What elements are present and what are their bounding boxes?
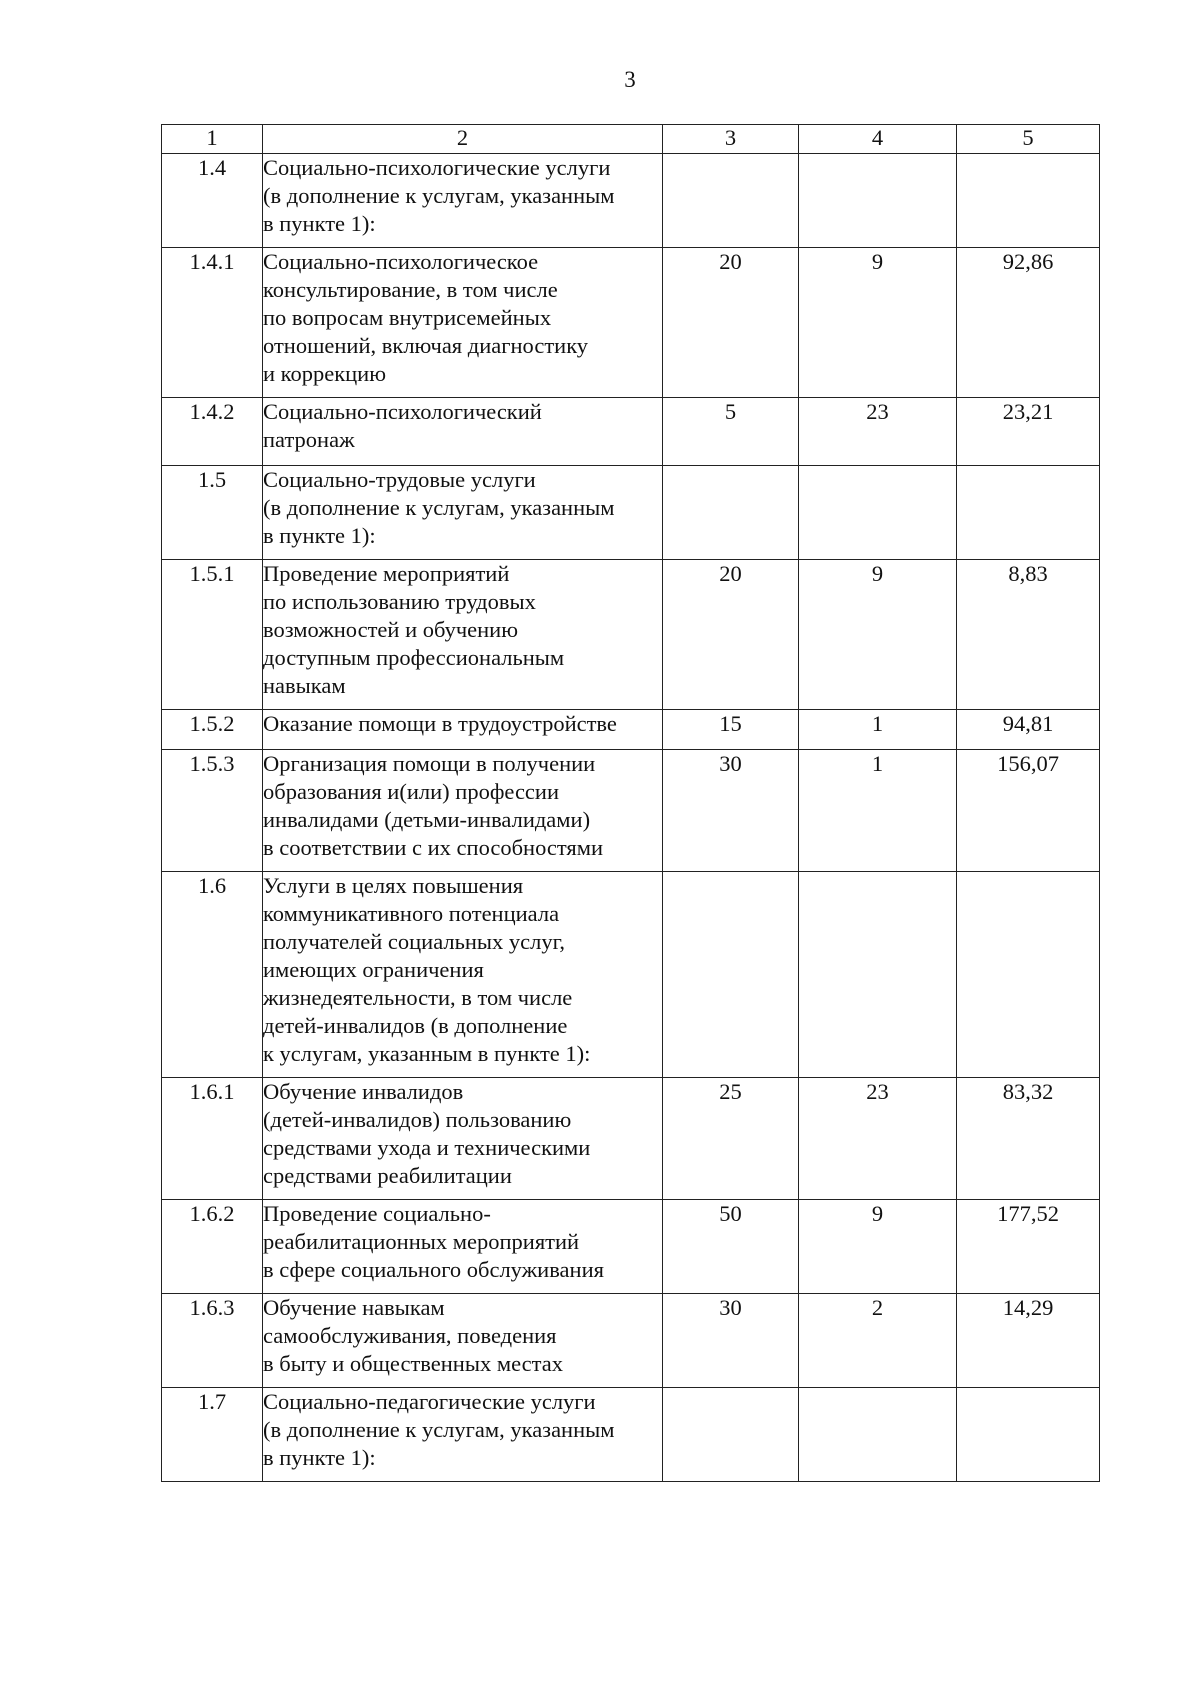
- value-col-4: 2: [799, 1294, 957, 1388]
- value-col-5: 23,21: [957, 398, 1100, 466]
- table-row: [162, 248, 1100, 398]
- value-col-5: [957, 466, 1100, 560]
- service-name: Социально-психологический патронаж: [263, 398, 663, 466]
- value-col-4: 1: [799, 710, 957, 750]
- row-number: 1.5.2: [162, 710, 263, 750]
- value-col-3: 30: [663, 750, 799, 872]
- row-number: 1.4.2: [162, 398, 263, 466]
- table-row: [162, 154, 1100, 248]
- row-number: 1.4: [162, 154, 263, 248]
- value-col-3: 15: [663, 710, 799, 750]
- row-number: 1.6.2: [162, 1200, 263, 1294]
- service-name: Социально-педагогические услуги (в дополнение к услугам, указанным в пункте 1):: [263, 1388, 663, 1482]
- service-name: Проведение социально- реабилитационных мероприятий в сфере социального обслуживания: [263, 1200, 663, 1294]
- row-number: 1.6: [162, 872, 263, 1078]
- table-body: [162, 154, 1100, 1482]
- value-col-5: 83,32: [957, 1078, 1100, 1200]
- service-name: Оказание помощи в трудоустройстве: [263, 710, 663, 750]
- value-col-3: 20: [663, 560, 799, 710]
- service-name: Обучение инвалидов (детей-инвалидов) пользованию средствами ухода и техническими средствами реабилитации: [263, 1078, 663, 1200]
- value-col-5: 94,81: [957, 710, 1100, 750]
- value-col-4: 9: [799, 1200, 957, 1294]
- value-col-3: 20: [663, 248, 799, 398]
- value-col-3: [663, 154, 799, 248]
- value-col-4: 23: [799, 1078, 957, 1200]
- table-row: [162, 710, 1100, 750]
- value-col-4: [799, 466, 957, 560]
- value-col-3: 50: [663, 1200, 799, 1294]
- row-number: 1.6.3: [162, 1294, 263, 1388]
- row-number: 1.5.1: [162, 560, 263, 710]
- table-row: [162, 398, 1100, 466]
- row-number: 1.5: [162, 466, 263, 560]
- value-col-4: 9: [799, 248, 957, 398]
- table-row: [162, 750, 1100, 872]
- value-col-4: [799, 1388, 957, 1482]
- header-col-1: 1: [162, 125, 263, 154]
- header-col-4: 4: [799, 125, 957, 154]
- table-row: [162, 1388, 1100, 1482]
- page-number: 3: [624, 67, 636, 92]
- value-col-3: [663, 466, 799, 560]
- value-col-5: [957, 154, 1100, 248]
- value-col-5: 14,29: [957, 1294, 1100, 1388]
- row-number: 1.6.1: [162, 1078, 263, 1200]
- service-name: Организация помощи в получении образования и(или) профессии инвалидами (детьми-инвалидами) в соответствии с их способностями: [263, 750, 663, 872]
- service-name: Социально-трудовые услуги (в дополнение к услугам, указанным в пункте 1):: [263, 466, 663, 560]
- table-row: [162, 560, 1100, 710]
- value-col-5: 8,83: [957, 560, 1100, 710]
- row-number: 1.5.3: [162, 750, 263, 872]
- value-col-3: [663, 1388, 799, 1482]
- value-col-4: 9: [799, 560, 957, 710]
- value-col-5: 177,52: [957, 1200, 1100, 1294]
- service-name: Социально-психологические услуги (в дополнение к услугам, указанным в пункте 1):: [263, 154, 663, 248]
- value-col-5: 92,86: [957, 248, 1100, 398]
- value-col-4: [799, 872, 957, 1078]
- row-number: 1.7: [162, 1388, 263, 1482]
- table-row: [162, 466, 1100, 560]
- service-name: Обучение навыкам самообслуживания, поведения в быту и общественных местах: [263, 1294, 663, 1388]
- header-col-2: 2: [263, 125, 663, 154]
- value-col-3: 25: [663, 1078, 799, 1200]
- services-table: [161, 124, 1100, 1482]
- value-col-5: 156,07: [957, 750, 1100, 872]
- value-col-3: 5: [663, 398, 799, 466]
- header-col-5: 5: [957, 125, 1100, 154]
- value-col-4: [799, 154, 957, 248]
- value-col-5: [957, 872, 1100, 1078]
- table-header: [162, 125, 1100, 154]
- value-col-3: 30: [663, 1294, 799, 1388]
- table-row: [162, 872, 1100, 1078]
- value-col-4: 1: [799, 750, 957, 872]
- header-col-3: 3: [663, 125, 799, 154]
- header-row: [162, 125, 1100, 154]
- service-name: Проведение мероприятий по использованию трудовых возможностей и обучению доступным профессиональным навыкам: [263, 560, 663, 710]
- value-col-5: [957, 1388, 1100, 1482]
- table-row: [162, 1200, 1100, 1294]
- row-number: 1.4.1: [162, 248, 263, 398]
- value-col-3: [663, 872, 799, 1078]
- value-col-4: 23: [799, 398, 957, 466]
- service-name: Услуги в целях повышения коммуникативного потенциала получателей социальных услуг, имеющих ограничения жизнедеятельности, в том числе детей-инвалидов (в дополнение к услугам, указанным в пункте 1):: [263, 872, 663, 1078]
- table-row: [162, 1294, 1100, 1388]
- service-name: Социально-психологическое консультирование, в том числе по вопросам внутрисемейных отношений, включая диагностику и коррекцию: [263, 248, 663, 398]
- table-row: [162, 1078, 1100, 1200]
